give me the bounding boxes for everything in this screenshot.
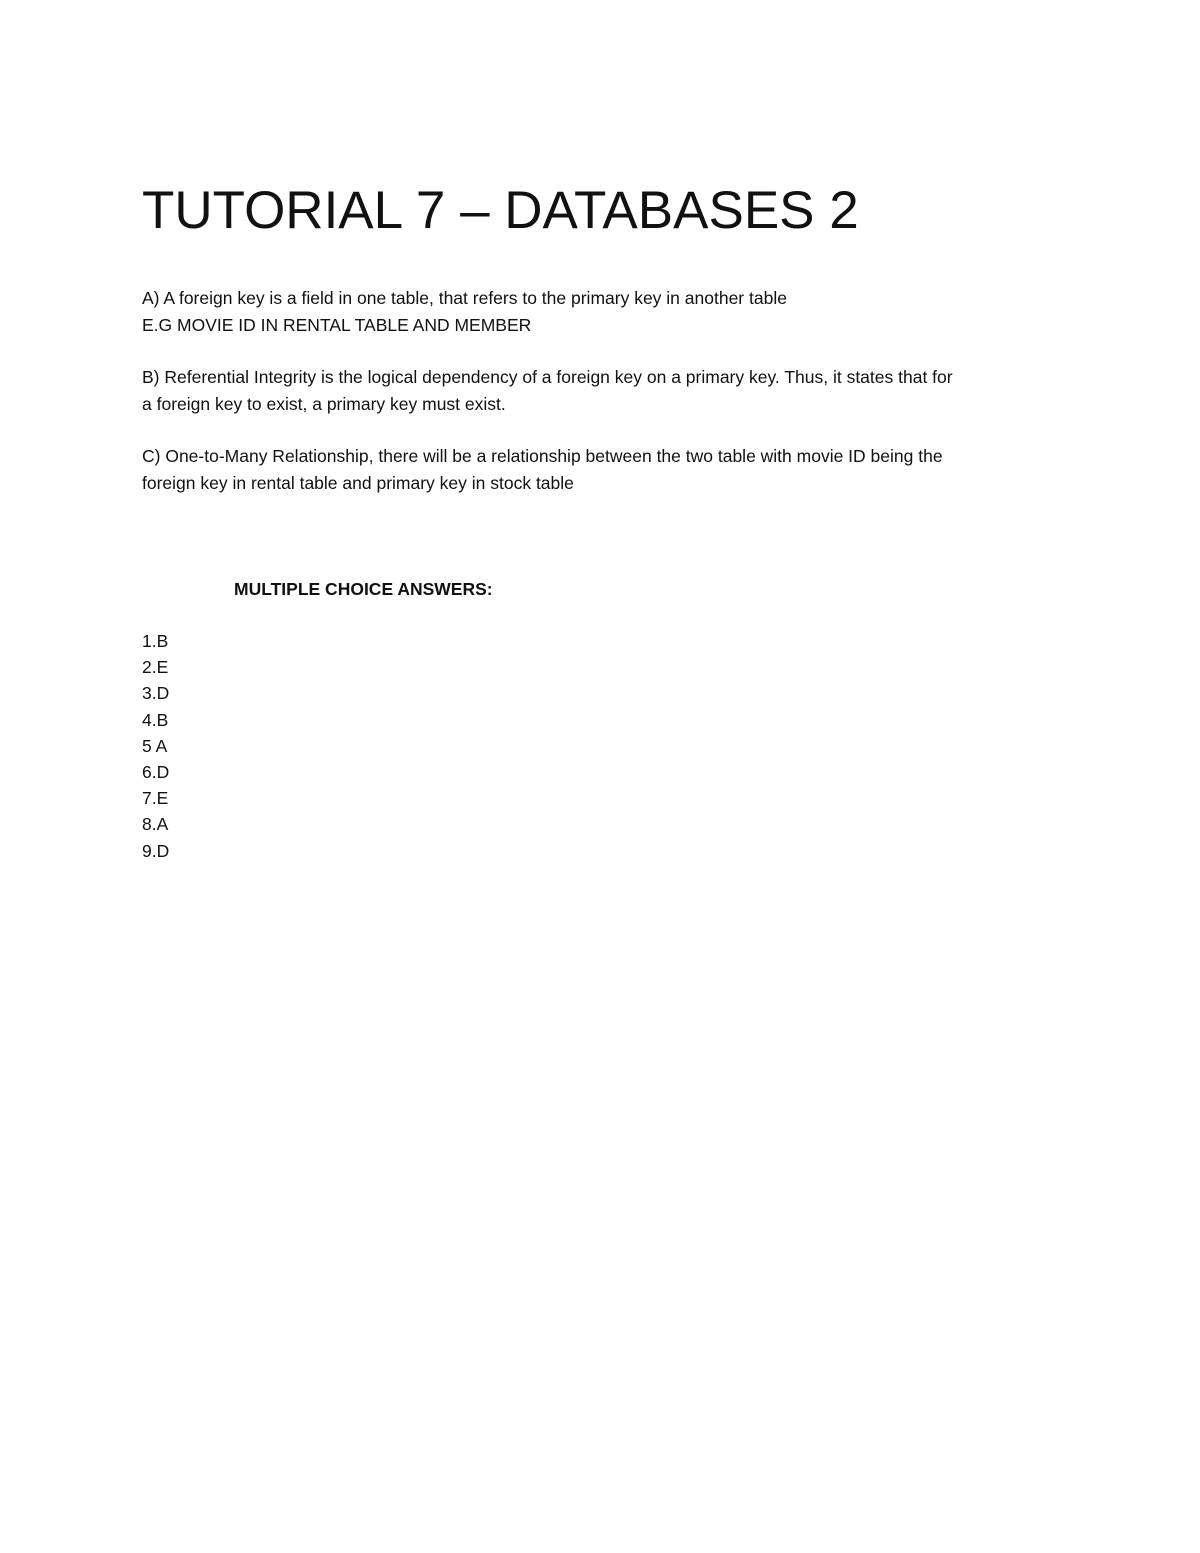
answer-b-line-1: B) Referential Integrity is the logical dependency of a foreign key on a primary key. Thus, it states that for — [142, 367, 953, 387]
list-item: 8.A — [142, 814, 169, 835]
answer-a-line-2: E.G MOVIE ID IN RENTAL TABLE AND MEMBER — [142, 314, 532, 335]
answer-a-line-1: A) A foreign key is a field in one table, that refers to the primary key in another table — [142, 288, 787, 308]
answer-b-line-2: a foreign key to exist, a primary key must exist. — [142, 393, 506, 414]
document-title: TUTORIAL 7 – DATABASES 2 — [142, 180, 859, 240]
list-item: 2.E — [142, 657, 169, 678]
list-item: 4.B — [142, 709, 169, 730]
answer-c — [142, 443, 1072, 496]
answer-c-line-1: C) One-to-Many Relationship, there will be a relationship between the two table with movie ID being the — [142, 446, 943, 466]
list-item: 6.D — [142, 762, 170, 783]
multiple-choice-heading: MULTIPLE CHOICE ANSWERS: — [234, 579, 493, 599]
multiple-choice-list — [142, 628, 169, 864]
answer-b — [142, 364, 1072, 417]
answer-c-line-2: foreign key in rental table and primary key in stock table — [142, 472, 574, 493]
list-item: 3.D — [142, 683, 170, 704]
list-item: 5 A — [142, 735, 168, 756]
list-item: 7.E — [142, 788, 169, 809]
list-item: 1.B — [142, 631, 169, 651]
answer-a — [142, 285, 1072, 338]
list-item: 9.D — [142, 840, 170, 861]
